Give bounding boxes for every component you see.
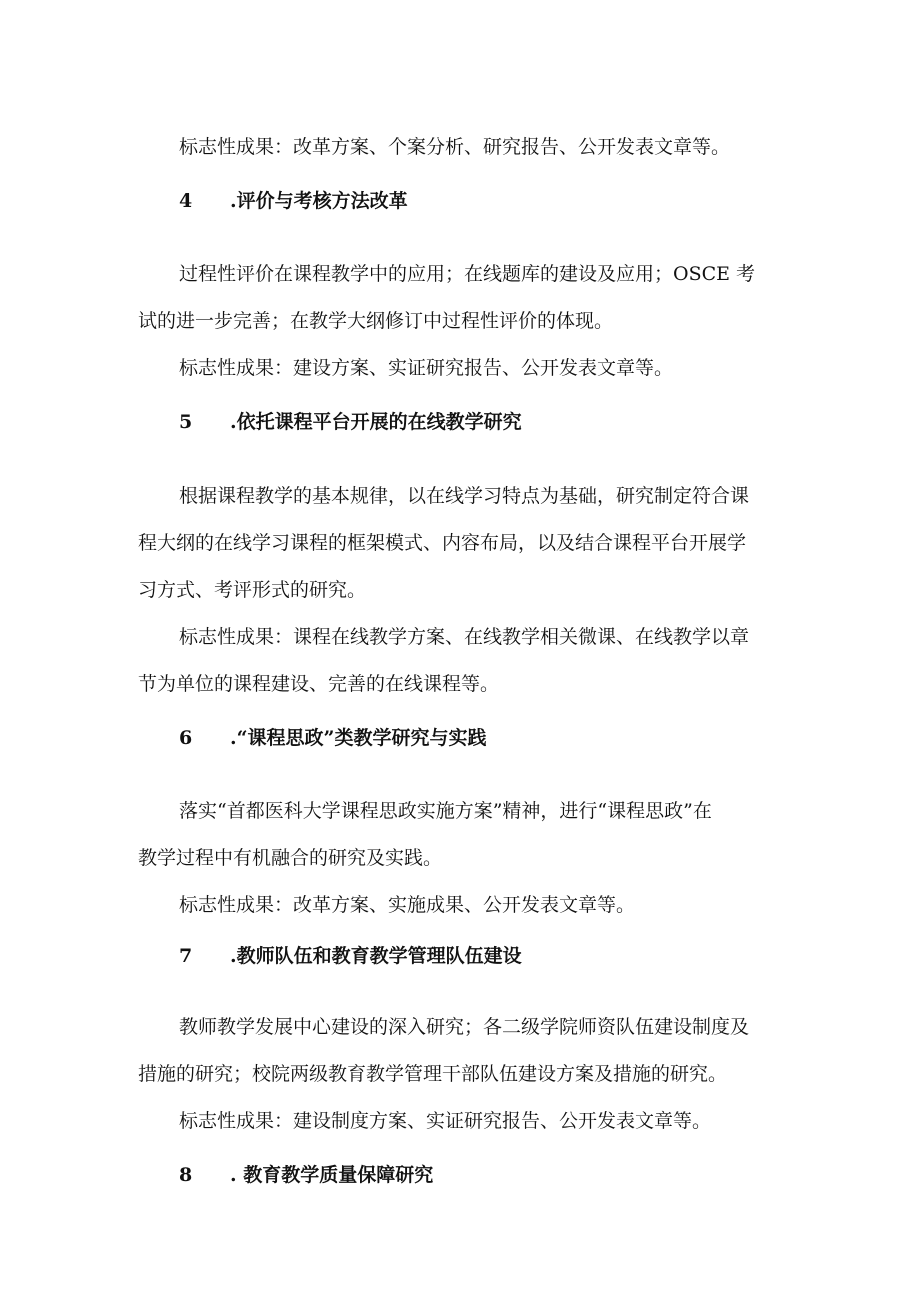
section-8-title: . 教育教学质量保障研究 bbox=[230, 1164, 434, 1186]
section-5-body-line: 根据课程教学的基本规律，以在线学习特点为基础，研究制定符合课 bbox=[179, 485, 750, 507]
section-5-achievements-line: 标志性成果：课程在线教学方案、在线教学相关微课、在线教学以章 bbox=[179, 626, 750, 648]
section-5-body-line: 程大纲的在线学习课程的框架模式、内容布局，以及结合课程平台开展学 bbox=[138, 532, 747, 554]
section-3-achievements: 标志性成果：改革方案、个案分析、研究报告、公开发表文章等。 bbox=[179, 136, 731, 158]
section-5-number: 5 bbox=[179, 411, 193, 433]
section-4-achievements: 标志性成果：建设方案、实证研究报告、公开发表文章等。 bbox=[179, 357, 674, 379]
section-6-body-line: 落实“首都医科大学课程思政实施方案”精神，进行“课程思政”在 bbox=[179, 800, 712, 822]
section-6-number: 6 bbox=[179, 727, 193, 749]
section-4-number: 4 bbox=[179, 190, 193, 212]
section-8-number: 8 bbox=[179, 1164, 193, 1186]
section-4-body-line: 过程性评价在课程教学中的应用；在线题库的建设及应用；OSCE 考 bbox=[179, 263, 756, 285]
section-5-title: .依托课程平台开展的在线教学研究 bbox=[230, 411, 522, 433]
section-7-achievements: 标志性成果：建设制度方案、实证研究报告、公开发表文章等。 bbox=[179, 1110, 712, 1132]
section-4-title: .评价与考核方法改革 bbox=[230, 190, 408, 212]
section-7-number: 7 bbox=[179, 945, 193, 967]
section-7-body-line: 教师教学发展中心建设的深入研究；各二级学院师资队伍建设制度及 bbox=[179, 1016, 750, 1038]
section-7-title: .教师队伍和教育教学管理队伍建设 bbox=[230, 945, 522, 967]
section-7-body-line: 措施的研究；校院两级教育教学管理干部队伍建设方案及措施的研究。 bbox=[138, 1063, 728, 1085]
section-5-achievements-line: 节为单位的课程建设、完善的在线课程等。 bbox=[138, 673, 500, 695]
section-5-body-line: 习方式、考评形式的研究。 bbox=[138, 579, 367, 601]
section-4-body-line: 试的进一步完善；在教学大纲修订中过程性评价的体现。 bbox=[138, 310, 614, 332]
section-6-body-line: 教学过程中有机融合的研究及实践。 bbox=[138, 847, 443, 869]
section-6-achievements: 标志性成果：改革方案、实施成果、公开发表文章等。 bbox=[179, 894, 636, 916]
section-6-title: .“课程思政”类教学研究与实践 bbox=[230, 727, 487, 749]
